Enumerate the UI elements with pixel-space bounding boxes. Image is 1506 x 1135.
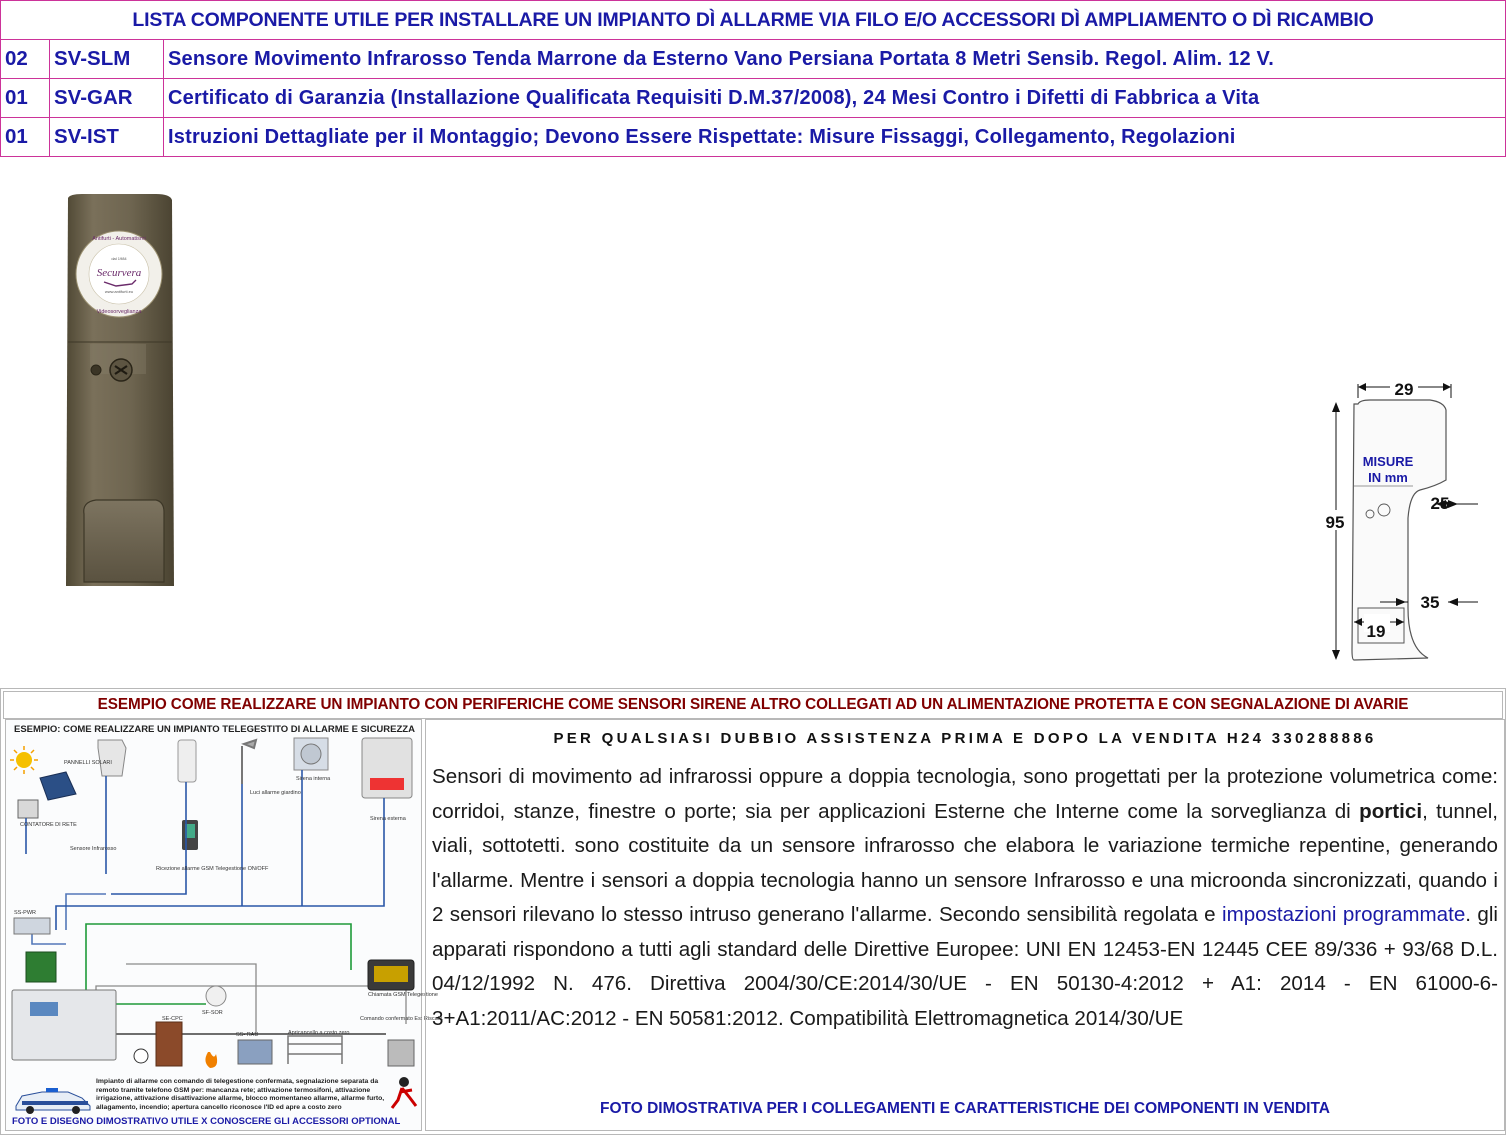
control-panel-icon [12,990,116,1060]
label-gsm-reception: Ricezione allarme GSM Telegestione ON/OFF [156,866,269,872]
dim-25-label: 25 [1430,494,1450,513]
diagram-title: ESEMPIO: COME REALIZZARE UN IMPIANTO TELEGESTITO DI ALLARME E SICUREZZA [14,724,415,735]
brand-logo [76,231,162,317]
label-pir-sensor: Sensore Infrarosso [70,846,117,852]
row-code: SV-GAR [50,79,164,118]
smoke-detector-icon [206,986,226,1006]
label-ss-rau: SS- RAU [236,1032,259,1038]
component-list-title: LISTA COMPONENTE UTILE PER INSTALLARE UN IMPIANTO DÌ ALLARME VIA FILO E/O ACCESSORI DÌ AMPLIAMENTO O DÌ RICAMBIO [1,1,1506,40]
dim-note-line1: MISURE [1362,454,1414,469]
table-row [1,79,1506,118]
row-code: SV-SLM [50,40,164,79]
label-se-cpc: SE-CPC [162,1016,183,1022]
row-description: Sensore Movimento Infrarosso Tenda Marrone da Esterno Vano Persiana Portata 8 Metri Sensib. Regol. Alim. 12 V. [164,40,1506,79]
label-outdoor-siren: Sirena esterna [370,816,406,822]
ir-lens [84,500,164,582]
logo-url: www.antifurti.eu [104,289,134,294]
logo-brand: Securvera [96,267,142,279]
thief-icon [388,1076,418,1112]
assistance-line: PER QUALSIASI DUBBIO ASSISTENZA PRIMA E DOPO LA VENDITA H24 330288886 [553,730,1377,747]
description-part: . gli apparati rispondono a tutti agli standard delle Direttive Europee: UNI EN 12453-EN 12445 CEE 89/336 + 93/68 D.L. 04/12/1992 N. 476. Direttiva 2004/30/CE:2014/30/UE - EN 50130-4:2012 + A1: 2014 - EN 61000-6-3+A1:2011/AC:2012 - EN 50581:2012. Compatibilità Elettromagnetica 2014/30/UE [432,903,1498,1030]
label-ss-pwr: SS-PWR [14,910,36,916]
curtain-sensor-icon [178,740,196,782]
row-description: Certificato di Garanzia (Installazione Qualificata Requisiti D.M.37/2008), 24 Mesi Contro i Difetti di Fabbrica a Vita [164,79,1506,118]
dim-35-label: 35 [1420,593,1440,612]
info-panel [425,719,1505,1131]
meter-icon [18,800,38,818]
description-paragraph [432,760,1498,1036]
logo-ring-top: Antifurti - Automatismi [92,236,146,242]
label-indoor-siren: Sirena interna [296,776,331,782]
dim-note-line2: IN mm [1368,470,1408,485]
programmed-settings-link[interactable]: impostazioni programmate [1222,903,1466,926]
row-code: SV-IST [50,118,164,157]
label-heating-command: Comando confermato Es: Riscald. [360,1016,444,1022]
diagram-footer: FOTO E DISEGNO DIMOSTRATIVO UTILE X CONOSCERE GLI ACCESSORI OPTIONAL [12,1116,401,1127]
label-solar-panels: PANNELLI SOLARI [64,760,112,766]
label-gate-opener: Apricancello a costo zero [288,1030,350,1036]
dim-height-label: 95 [1325,513,1345,532]
door-icon [156,1022,182,1066]
solar-panel-icon [40,772,76,800]
logo-year: dal 1984 [111,256,127,261]
logo-ring-bottom: Videosorveglianza [96,309,142,315]
dim-width-label: 29 [1394,380,1414,399]
label-gsm-call: Chiamata GSM Telegestione [368,992,438,998]
radiator-icon [388,1040,414,1066]
description-bold: portici [1359,799,1423,823]
component-list-table [0,0,1506,157]
description-part: Sensori di movimento ad infrarossi oppure a doppia tecnologia, sono progettati per la protezione volumetrica come: corridoi, stanze, finestre o porte; sia per applicazioni Esterne che Interne come la sorveglianza di [432,765,1498,823]
example-header: ESEMPIO COME REALIZZARE UN IMPIANTO CON PERIFERICHE COME SENSORI SIRENE ALTRO COLLEGATI AD UN ALIMENTAZIONE PROTETTA E CON SEGNALAZIONE DI AVARIE [3,691,1503,719]
led-icon [91,365,101,375]
product-photo [60,194,178,589]
label-sf-sor: SF-SOR [202,1010,223,1016]
police-car-icon [12,1084,94,1114]
row-qty: 01 [1,118,50,157]
psu-module-icon [14,918,50,934]
fire-icon [205,1052,217,1068]
photo-caption: FOTO DIMOSTRATIVA PER I COLLEGAMENTI E CARATTERISTICHE DEI COMPONENTI IN VENDITA [600,1100,1330,1117]
circuit-board-icon [26,952,56,982]
garden-light-icon [242,740,256,784]
diagram-note: Impianto di allarme con comando di telegestione confermata, segnalazione separata da remoto tramite telefono GSM per: mancanza rete; attivazione termosifoni, attivazione irrigazione, attivazione disattivazione allarme, blocco momentaneo allarme, allarme furto, allagamento, incendio; apertura cancello riconosce l'ID ed apre a costo zero [96,1078,385,1111]
water-sensor-icon [238,1040,272,1064]
description-part: , tunnel, viali, sottotetti. sono costituite da un sensore infrarosso che elabora le variazione termiche repentine, generando l'allarme. Mentre i sensori a doppia tecnologia hanno un sensore Infrarosso e una microonda sincronizzati, quando i 2 sensori rilevano lo stesso intruso generano l'allarme. Secondo sensibilità regolata e [432,799,1499,926]
wiring-diagram [5,719,444,1131]
dimension-drawing [1318,378,1493,663]
diagram-drawing [6,734,421,1094]
label-garden-lights: Luci allarme giardino [250,790,301,796]
example-section [0,688,1506,1135]
table-row [1,40,1506,79]
table-row [1,118,1506,157]
label-meter: CONTATORE DI RETE [20,822,77,828]
gate-icon [288,1036,342,1064]
pir-sensor-icon [98,740,126,776]
sun-icon [10,746,38,774]
row-description: Istruzioni Dettagliate per il Montaggio; Devono Essere Rispettate: Misure Fissaggi, Collegamento, Regolazioni [164,118,1506,157]
padlock-icon [134,1049,148,1063]
row-qty: 02 [1,40,50,79]
dim-19-label: 19 [1366,622,1386,641]
row-qty: 01 [1,79,50,118]
